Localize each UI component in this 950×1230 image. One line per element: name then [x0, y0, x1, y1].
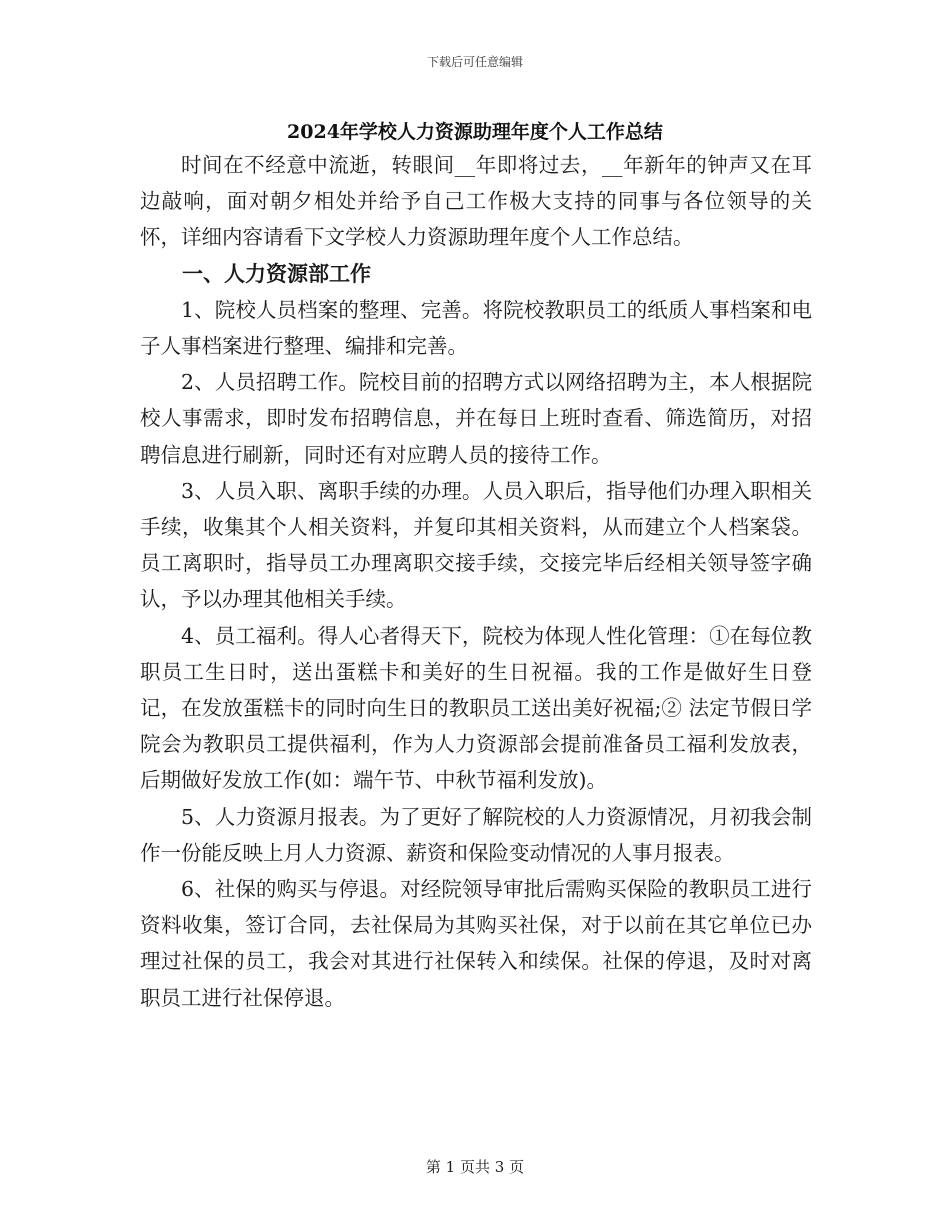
document-body	[140, 147, 812, 1016]
section-heading: 一、人力资源部工作	[182, 260, 371, 286]
paragraph-item-1: 1、院校人员档案的整理、完善。将院校教职员工的纸质人事档案和电子人事档案进行整理、编排和完善。	[140, 297, 812, 359]
paragraph-item-6: 6、社保的购买与停退。对经院领导审批后需购买保险的教职员工进行资料收集，签订合同，去社保局为其购买社保，对于以前在其它单位已办理过社保的员工，我会对其进行社保转入和续保。社保的停退，及时对离职员工进行社保停退。	[140, 877, 812, 1010]
page-footer: 第 1 页共 3 页	[425, 1158, 525, 1176]
paragraph-item-3: 3、人员入职、离职手续的办理。人员入职后，指导他们办理入职相关手续，收集其个人相关资料，并复印其相关资料，从而建立个人档案袋。员工离职时，指导员工办理离职交接手续，交接完毕后经相关领导签字确认，予以办理其他相关手续。	[140, 478, 812, 612]
paragraph-item-4: 4、员工福利。得人心者得天下，院校为体现人性化管理：①在每位教职员工生日时，送出蛋糕卡和美好的生日祝福。我的工作是做好生日登记，在发放蛋糕卡的同时向生日的教职员工送出美好祝福;② 法定节假日学院会为教职员工提供福利，作为人力资源部会提前准备员工福利发放表，后期做好发放工作(如：端午节、中秋节福利发放)。	[140, 623, 812, 793]
paragraph-item-5: 5、人力资源月报表。为了更好了解院校的人力资源情况，月初我会制作一份能反映上月人力资源、薪资和保险变动情况的人事月报表。	[140, 804, 812, 865]
document-title: 2024年学校人力资源助理年度个人工作总结	[287, 121, 663, 143]
header-note: 下载后可任意编辑	[426, 55, 523, 69]
intro-paragraph: 时间在不经意中流逝，转眼间__年即将过去，__年新年的钟声又在耳边敲响，面对朝夕相处并给予自己工作极大支持的同事与各位领导的关怀，详细内容请看下文学校人力资源助理年度个人工作总结。	[140, 153, 812, 250]
paragraph-item-2: 2、人员招聘工作。院校目前的招聘方式以网络招聘为主，本人根据院校人事需求，即时发布招聘信息，并在每日上班时查看、筛选简历，对招聘信息进行刷新，同时还有对应聘人员的接待工作。	[140, 370, 812, 467]
